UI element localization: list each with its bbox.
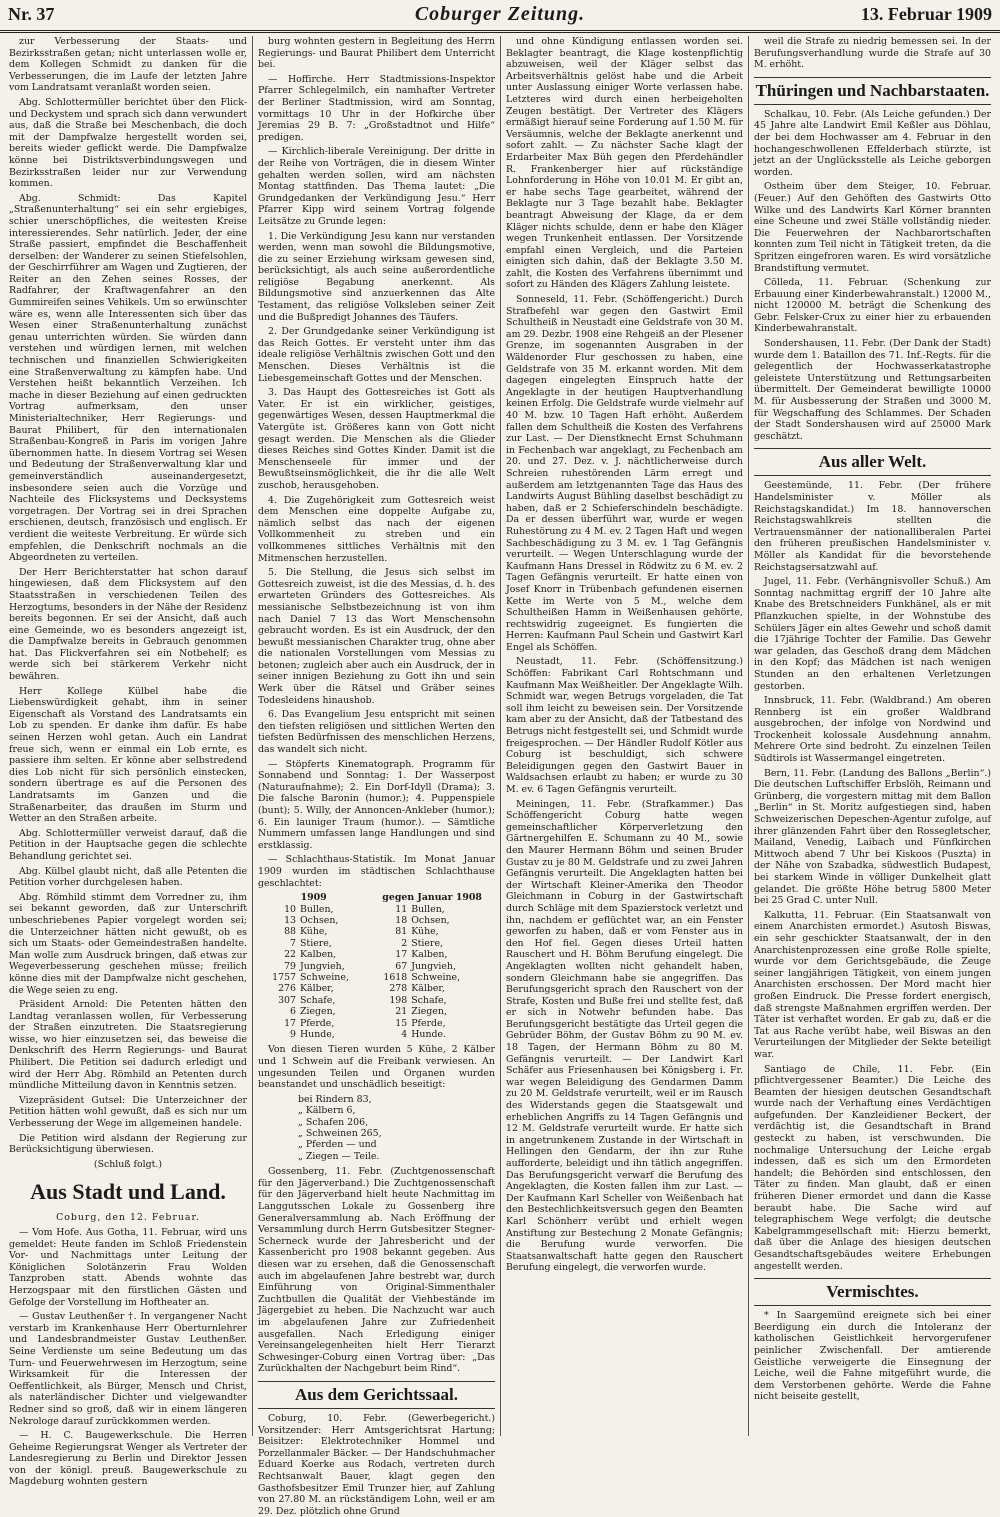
- stats-animal: Schweine,: [300, 972, 349, 983]
- article-paragraph: 6. Das Evangelium Jesu entspricht mit seinen den tiefsten religiösen und sittlichen Werten den tiefsten Bedürfnissen des menschlichen Herzens, das wandelt sich nicht.: [258, 709, 495, 756]
- dateline: Coburg, den 12. Februar.: [56, 1212, 200, 1224]
- stats-animal: Bullen,: [411, 903, 445, 915]
- column-3-text: [506, 36, 743, 1274]
- stats-count: 1757: [272, 972, 296, 983]
- organ-list-item: „ Schweinen 265,: [298, 1128, 382, 1140]
- stats-row: [258, 949, 495, 960]
- news-item: Kalkutta, 11. Februar. (Ein Staatsanwalt von einem Anarchisten ermordet.) Asutosh Biswas, ein sehr geschickter Staatsanwalt, der in den Anarchistenprozessen eine große Rolle spielte, wurde vor dem Gerichtsgebäude, die Zeuge seiner langjährigen Tätigkeit, von einem jungen Anarchisten erschossen. Der Mord macht hier großen Eindruck. Die Presse fordert energisch, daß strengste Maßnahmen ergriffen werden. Der Täter ist verhaftet worden. Er gab zu, daß er die Tat aus Rache verübt habe, weil Biswas an den Verurteilungen der Mitglieder der Sekte beteiligt war.: [754, 909, 991, 1060]
- gossenberg-report: [258, 1166, 495, 1375]
- stats-count: 4: [401, 1029, 408, 1041]
- stats-animal: Kälber,: [300, 983, 334, 995]
- stats-count: 15: [395, 1017, 408, 1029]
- news-item: Cölleda, 11. Februar. (Schenkung zur Erbauung einer Kinderbewahranstalt.) 12000 M., nicht 120000 M. beträgt die Schenkung des Gebr. Felsker-Crux zu einer hier zu erbauenden Kinderbewahranstalt.: [754, 277, 991, 335]
- stats-animal: Jungvieh,: [411, 960, 456, 972]
- article-paragraph: 5. Die Stellung, die Jesus sich selbst im Gottesreich zuweist, ist die des Messias, d. h. des erwarteten Gründers des Gottesreiches. Als messianische Selbstbezeichnung ist von ihm nach Daniel 7 13 das Wort Menschensohn gebraucht worden. Es ist ein Ausdruck, der den bewußt messianischen Charakter trug, ohne aber die nationalen Vorstellungen vom Messias zu betonen; zugleich aber auch ein Ausdruck, der in seiner innigen Beziehung zu Gott ihn und sein Werk über die Rätsel und Gräber seines Todesleidens hinaushob.: [258, 567, 495, 706]
- organ-list-item: „ Ziegen — Teile.: [298, 1150, 380, 1162]
- article-paragraph: Abg. Külbel glaubt nicht, daß alle Petenten die Petition vorher durchgelesen haben.: [9, 865, 247, 889]
- news-item: * In Saargemünd ereignete sich bei einer Beerdigung ein durch die Intoleranz der katholischen Geistlichkeit hervorgerufener peinlicher Zwischenfall. Der amtierende Geistliche verweigerte die Einsegnung der Leiche, weil die Fahne mitgeführt wurde, die dem Verstorbenen gehörte. Werde die Fahne nicht beiseite gestellt,: [754, 1310, 991, 1403]
- miscellany: [754, 1310, 991, 1403]
- article-paragraph: burg wohnten gestern in Begleitung des Herrn Regierungs- und Baurat Philibert dem Unterricht bei.: [258, 36, 495, 71]
- stats-animal: Schweine,: [411, 972, 461, 983]
- article-paragraph: — Hoffirche. Herr Stadtmissions-Inspektor Pfarrer Schlegelmilch, ein namhafter Vertreter der Berliner Stadtmission, wird am Sonntag, vormittags 10 Uhr in der Hofkirche über Jeremias 29 B. 7: „Großstadtnot und Hilfe“ predigen.: [258, 73, 495, 143]
- article-paragraph: — Stöpferts Kinematograph. Programm für Sonnabend und Sonntag: 1. Der Wasserpost (Naturaufnahme); 2. Ein Dorf-Idyll (Drama); 3. Die falsche Baronin (humor.); 4. Puppenspiele (bunt); 5. Willy, der Annoncen-Ankleber (humor.); 6. Ein launiger Traum (humor.). — Sämtliche Nummern umfassen lange Handlungen und sind erstklassig.: [258, 758, 495, 851]
- section-heading-gerichtssaal: Aus dem Gerichtssaal.: [258, 1381, 495, 1409]
- court-item: Sonneseld, 11. Febr. (Schöffengericht.) Durch Strafbefehl war gegen den Gastwirt Emil Schultheiß in Neustadt eine Geldstrafe von 30 M. am 29. Dezbr. 1908 eine Rehgeiß an der Plesener Grenze, im sogenannten Ausgraben in der Wäldenorder Flur geschossen zu haben, eine Geldstrafe von 35 M. erkannt worden. Mit dem dagegen eingelegten Einspruch hatte der Angeklagte in der heutigen Hauptverhandlung keinen Erfolg. Die Geldstrafe wurde vielmehr auf 40 M. bzw. 10 Tagen Haft erhöht. Außerdem fallen dem Schultheiß die Kosten des Verfahrens zur Last. — Der Dienstknecht Ernst Schuhmann in Fechenbach war angeklagt, zu Fechenbach am 20. und 27. Dez. v. J. nächtlicherweise durch Schreien ruhestörenden Lärm erregt und außerdem am letztgenannten Tage das Haus des Landwirts August Bühling daselbst beschädigt zu haben, daß er 2 Schieferschindeln beschädigte. Da er dessen überführt war, wurde er wegen Ruhestörung zu 4 M. ev. 2 Tagen Haft und wegen Sachbeschädigung zu 3 M. ev. 1 Tag Gefängnis verurteilt. — Wegen Unterschlagung wurde der Kaufmann Hans Dressel in Rödwitz zu 6 M. ev. 2 Tagen Gefängnis verurteilt. Er hatte einen von Josef Knorr in Trübenbach gefundenen eisernen Kette im Werte von 5 M., welche dem Schultheißen Hamm in Weißenhausen gehörte, rechtswidrig zugeeignet. Es fungierten die Herren: Kaufmann Paul Schein und Gastwirt Karl Engel als Schöffen.: [506, 294, 743, 653]
- stats-row: [258, 995, 495, 1006]
- stats-row: [258, 915, 495, 926]
- news-item: Bern, 11. Febr. (Landung des Ballons „Berlin“.) Die deutschen Luftschiffer Erbslöh, Reimann und Grünberg, die vorgestern mittag mit dem Ballon „Berlin“ in St. Moritz aufgestiegen sind, haben Schweizerischen Depeschen-Agentur zufolge, auf ihrer glänzenden Fahrt über den Rossegletscher, Mailand, Venedig, Laibach und Fünfkirchen Mittwoch abend 7 Uhr bei Kiskoos (Puszta) in der Nähe von Szabadka, südwestlich Budapest, bei starkem Winde in völliger Dunkelheit glatt gelandet. Die größte Höhe betrug 5800 Meter bei 25 Grad C. unter Null.: [754, 767, 991, 907]
- local-news: [9, 1227, 247, 1488]
- stats-animal: Ziegen,: [300, 1006, 336, 1018]
- court-item: Neustadt, 11. Febr. (Schöffensitzung.) Schöffen: Fabrikant Carl Rohtschmann und Kaufmann Max Weißheitler. Der Angeklagte Wilh. Schmidt war, wegen Betrugs vorgeladen, die Tat soll ihm leicht zu beweisen sein. Der Vorsitzende kam aber zu der Ansicht, daß der Tatbestand des Betrugs nicht festgestellt sei, und Schmidt wurde freigesprochen. — Der Händler Rudolf Kötler aus Coburg ist beschuldigt, sich schwere Beleidigungen gegen den Gastwirt Bauer in Waldsachsen erlaubt zu haben; er wurde zu 30 M. ev. 6 Tagen Gefängnis verurteilt.: [506, 656, 744, 795]
- stats-animal: Kälber,: [411, 983, 445, 995]
- stats-count: 7: [290, 937, 296, 949]
- article-paragraph: weil die Strafe zu niedrig bemessen sei. In der Berufungsverhandlung wurde die Strafe auf 30 M. erhöht.: [754, 36, 991, 71]
- news-item: — H. C. Baugewerkschule. Die Herren Geheime Regierungsrat Wenger als Vertreter der Landesregierung zu Berlin und Direktor Jessen von der königl. preuß. Baugewerkschule zu Magdeburg wohnten gestern: [9, 1430, 247, 1488]
- article-paragraph: Abg. Schlottermüller berichtet über den Flick- und Deckystem und sprach sich dann verwundert aus, daß die Straße bei Meschenbach, die doch mit der Dampfwalze hergestellt worden sei, bereits wieder geflickt werde. Die Dampfwalze könne bei Distriktsverbindungswegen und Bezirksstraßen leider nur zur Verwendung kommen.: [9, 96, 247, 190]
- organ-list-item: „ Kälbern 6,: [298, 1105, 356, 1117]
- column-2-text: [258, 36, 495, 889]
- column-4: [748, 36, 996, 1436]
- stats-count: 10: [284, 903, 296, 915]
- column-2: [252, 36, 500, 1517]
- stats-count: 17: [284, 1017, 296, 1029]
- article-paragraph: 3. Das Haupt des Gottesreiches ist Gott als Vater. Er ist ein wirklicher, geistiges, gegenwärtiges Wesen, dessen Hauptmerkmal die Vatergüte ist. Größeres kann von Gott nicht gesagt werden. Die Menschen als die Glieder dieses Reiches sind Gottes Kinder. Damit ist die Menschenseele für immer und der Bewußtseinsmöglichkeit, die ihr die alle Welt zuschob, herausgehoben.: [258, 387, 495, 491]
- article-paragraph: Vizepräsident Gutsel: Die Unterzeichner der Petition hätten wohl gewußt, daß es sich nur um Verbesserung der Wege im allgemeinen handele.: [9, 1094, 247, 1130]
- column-4-text: [754, 36, 991, 71]
- article-paragraph: Abg. Schlottermüller verweist darauf, daß die Petition in der Hauptsache gegen die schlechte Behandlung gerichtet sei.: [9, 827, 247, 862]
- stats-count: 79: [284, 960, 296, 972]
- news-item: Gossenberg, 11. Febr. (Zuchtgenossenschaft für den Jägerverband.) Die Zuchtgenossenschaft für den Jägerverband hielt heute Nachmittag im Langgutsschen Lokale zu Gossenberg ihre Generalversammlung ab. Nach Eröffnung der Versammlung durch Herrn Gutsbesitzer Stegner-Scherneck wurde der Jahresbericht und der Kassenbericht pro 1908 bekannt gegeben. Aus diesen war zu ersehen, daß die Genossenschaft auch im abgelaufenen Jahre bestrebt war, durch Einführung von Original-Simmenthaler Zuchtbullen die Qualität der Viehbestände im Jägergebiet zu heben. Die Nachzucht war auch im abgelaufenen Jahre zur Zufriedenheit ausgefallen. Nach Erledigung einiger Vereinsangelegenheiten hielt Herr Tierarzt Schwesinger-Coburg einen Vortrag über: „Das Zurückhalten der Nachgeburt beim Rind“.: [258, 1166, 495, 1375]
- stats-count: 13: [284, 914, 296, 926]
- article-paragraph: 1. Die Verkündigung Jesu kann nur verstanden werden, wenn man sowohl die Bildungsmotive, die zu seiner Erziehung wirksam gewesen sind, berücksichtigt, als auch seine außerordentliche religiöse Begabung anerkennt. Als Bildungsmotive sind anzuerkennen das Alte Testament, das religiöse Volksleben seiner Zeit und die Bußpredigt Johannes des Täufers.: [258, 230, 495, 323]
- stats-animal: Kalben,: [411, 949, 448, 961]
- article-paragraph: Präsident Arnold: Die Petenten hätten den Landtag veranlassen wollen, für Verbesserung der Straßen einzutreten. Die Staatsregierung wisse, wo hier einzusetzen sei, das beweise die Denkschrift des Herrn Regierungs- und Baurat Philibert. Die Petition sei dadurch erledigt und wird der Herr Abg. Römhild an Petenten durch mündliche Mitteilung davon in Kenntnis setzen.: [9, 999, 247, 1092]
- stats-row: [258, 983, 495, 994]
- news-item: Santiago de Chile, 11. Febr. (Ein pflichtvergessener Beamter.) Die Leiche des Beamten der hiesigen deutschen Gesandtschaft wurde nach der Verhaftung eines Verdächtigen aufgefunden. Der Kanzleidiener Beckert, der verdächtig ist, die Gesandtschaft in Brand gesteckt zu haben, ist verschwunden. Die nochmalige Untersuchung der Leiche ergab indessen, daß es sich um den Ermordeten handelt; die Behörden sind entschlossen, den Täter zu finden. Man glaubt, daß er einen früheren Diener ermordet und dann die Kasse beraubt habe. Die Sache wird auf telegraphischem Wege verfolgt; die deutsche Kabelgrammgesellschaft mit: Hierzu bemerkt, daß über die Anlage des hiesigen deutschen Gesandtschaftsgebäudes weitere Erhebungen angestellt werden.: [754, 1063, 991, 1272]
- column-1-text: [9, 36, 247, 1156]
- article-paragraph: 2. Der Grundgedanke seiner Verkündigung ist das Reich Gottes. Er versteht unter ihm das ideale religiöse Verhältnis zwischen Gott und den Menschen. Dieses Verhältnis ist die Liebesgemeinschaft Gottes und der Menschen.: [258, 326, 495, 384]
- stats-row: [258, 1029, 495, 1040]
- stats-animal: Pferde,: [411, 1017, 446, 1029]
- stats-count: 198: [389, 994, 408, 1006]
- article-paragraph: Die Petition wird alsdann der Regierung zur Berücksichtigung überwiesen.: [9, 1132, 247, 1156]
- to-be-continued: (Schluß folgt.): [93, 1158, 163, 1170]
- stats-animal: Kühe,: [300, 926, 328, 938]
- section-heading-aus-aller-welt: Aus aller Welt.: [754, 448, 991, 476]
- stats-header-current: 1909: [300, 892, 327, 904]
- stats-count: 88: [284, 926, 296, 938]
- stats-animal: Ochsen,: [300, 914, 339, 926]
- stats-count: 307: [278, 994, 296, 1006]
- columns: [4, 36, 996, 1517]
- issue-date: 13. Februar 1909: [860, 4, 992, 24]
- article-paragraph: Abg. Römhild stimmt dem Vorredner zu, ihm sei bekannt geworden, daß zur Unterschrift unbeschriebenes Papier vorgelegt worden sei; die Unterzeichner hätten nicht gewußt, ob es sich um Staats- oder Gemeindestraßen handelte. Man wolle zum Ausdruck bringen, daß etwas zur Wegeverbesserung geschehen müsse; freilich könne dies mit der Dampfwalze nicht geschehen, die Wege seien zu eng.: [9, 891, 247, 996]
- news-item: Ostheim über dem Steiger, 10. Februar. (Feuer.) Auf den Gehöften des Gastwirts Otto Wilke und des Landwirts Karl Körner brannten eine Scheune und zwei Ställe vollständig nieder. Die Feuerwehren der Nachbarortschaften konnten zum Teil nicht in Tätigkeit treten, da die Spritzen eingefroren waren. Es wird vorsätzliche Brandstiftung vermutet.: [754, 181, 991, 274]
- news-item: — Gustav Leuthenßer †. In vergangener Nacht verstarb im Krankenhause Herr Oberturnlehrer und Landesbrandmeister Gustav Leuthenßer. Seine Verdienste um seine Bedeutung um das Turn- und Feuerwehrwesen im Herzogtum, seine Wirksamkeit für die Interessen der Oeffentlichkeit, als Bürger, Mensch und Christ, als naterländischer Dichter und vielgewandter Redner sind so groß, daß wir in einem längeren Nekrologe darauf zurückkommen werden.: [9, 1311, 247, 1427]
- stats-count: 2: [401, 937, 408, 949]
- stats-count: 67: [395, 960, 408, 972]
- stats-animal: Kühe,: [411, 926, 439, 938]
- stats-animal: Stiere,: [300, 937, 332, 949]
- court-item: Meiningen, 11. Febr. (Strafkammer.) Das Schöffengericht Coburg hatte wegen gemeinschaftlicher Körperverletzung den Gärtnergehilfen E. Schumann zu 40 M., sowie den Maurer Hermann Böhm und seinen Bruder Gustav zu je 80 M. Geldstrafe und zu zwei Jahren Gefängnis verurteilt. Die Angeklagten hatten bei der Wirtschaft Kleiner-Amerika den Theodor Gleichmann in Coburg in der Gastwirtschaft durch Schläge mit dem Spazierstock verletzt und ihn, nachdem er geflüchtet war, an ein Fenster geworfen zu haben, daß er vom Fenster aus in den Hof fiel. Gegen dieses Urteil hatten Rauschert und H. Böhm Berufung eingelegt. Die Angeklagten wollten nicht gehandelt haben, sondern Gleichmann habe sie angegriffen. Das Berufungsgericht sprach den Rauschert von der Strafe, Kosten und Buße frei und stellte fest, daß er sich in Notwehr befunden habe. Das Berufungsgericht bestätigte das Urteil gegen die Gebrüder Böhm, der Gustav Böhm zu 90 M. ev. 18 Tagen, der Hermann Böhm zu 80 M. Gefängnis verurteilt. — Der Landwirt Karl Schäfer aus Friesenhausen bei Königsberg i. Fr. war wegen Beleidigung des Gendarmen Damm zu 20 M. Geldstrafe verurteilt, weil er im Rausch des Widerstands gegen die Staatsgewalt und erheblichen Angriffs zu 14 Tagen Gefängnis und 12 M. Geldstrafe verurteilt wurde. Er hatte sich in angetrunkenem Zustande in der Wirtschaft in Hellingen den Gendarm, der ihn zur Ruhe aufforderte, beleidigt und ihn tätlich angegriffen. Das Berufungsgericht verwarf die Berufung des Angeklagten, die Kosten fallen ihm zur Last. — Der Kaufmann Karl Scheller von Weißenbach hat den Bestechlichkeitsversuch gegen den Beamten Karl Schönherr verübt und erhielt wegen Anstiftung zur Bestechung 2 Monate Gefängnis; die Berufung wurde verworfen. Die Staatsanwaltschaft hatte gegen den Rauschert Berufung eingelegt, die verworfen wurde.: [506, 798, 743, 1274]
- organ-list: [298, 1094, 495, 1162]
- stats-count: 276: [278, 983, 296, 995]
- slaughterhouse-stats-table: [258, 892, 495, 1040]
- stats-animal: Hunde,: [300, 1029, 335, 1041]
- stats-row: [258, 961, 495, 972]
- world-news: [754, 480, 991, 1272]
- column-3: [500, 36, 748, 1436]
- section-heading-thueringen: Thüringen und Nachbarstaaten.: [754, 77, 991, 105]
- court-item: und ohne Kündigung entlassen worden sei. Beklagter beantragt, die Klage kostenpflichtig abzuweisen, weil der Kläger selbst das Arbeitsverhältnis gelöst habe und die Arbeit unter Auslassung einiger Worte verlassen habe. Letzteres wird durch einen herbeigeholten Zeugen bestätigt. Der Vertreter des Klägers ermäßigt hierauf seine Forderung auf 1.50 M. für Versäumnis, welche der Beklagte anerkennt und sofort zahlt. — Zu nächster Sache klagt der Erdarbeiter Max Büh gegen den Pferdehändler R. Frankenberger hier auf rückständige Lohnforderung in Höhe von 10.01 M. Er gibt an, er habe sechs Tage gearbeitet, während der Beklagte nur 3 Tage bezahlt habe. Beklagter beantragt Abweisung der Klage, da er dem Kläger nichts schulde, denn er habe den Kläger wegen Trunkenheit entlassen. Der Vorsitzende empfahl einen Vergleich, und die Parteien einigten sich dahin, daß der Beklagte 3.50 M. zahlt, die Kosten des Verfahrens übernimmt und sofort zu Händen des Klägers Zahlung leistete.: [506, 36, 743, 291]
- stats-animal: Stiere,: [411, 937, 443, 949]
- news-item: Innsbruck, 11. Febr. (Waldbrand.) Am oberen Rennberg ist ein großer Waldbrand ausgebrochen, der infolge von Nordwind und Trockenheit kolossale Ausdehnung annahm. Mehrere Orte sind bedroht. Zu einzelnen Teilen Südtirols ist Wassermangel eingetreten.: [754, 695, 991, 765]
- stats-animal: Pferde,: [300, 1017, 335, 1029]
- stats-row: [258, 938, 495, 949]
- organ-list-item: „ Schafen 206,: [298, 1116, 369, 1128]
- stats-count: 22: [284, 949, 296, 961]
- article-paragraph: — Kirchlich-liberale Vereinigung. Der dritte in der Reihe von Vorträgen, die in diesem Winter gehalten werden sollen, wird am nächsten Montag stattfinden. Das Thema lautet: „Die Grundgedanken der Verkündigung Jesu.“ Herr Pfarrer Kipp wird seinem Vortrag folgende Leitsätze zu Grunde legen:: [258, 146, 495, 227]
- stats-animal: Jungvieh,: [300, 960, 345, 972]
- stats-count: 11: [395, 903, 408, 915]
- stats-count: 17: [395, 949, 408, 961]
- regional-news: [754, 109, 991, 443]
- issue-number: Nr. 37: [8, 4, 55, 24]
- stats-row: [258, 904, 495, 915]
- article-paragraph: Herr Kollege Külbel habe die Liebenswürdigkeit gehabt, ihm in seiner Eigenschaft als Vorstand des Landratsamts ein Lob zu spenden. Er danke ihm dafür. Es habe seinen Herzen wohl getan. Auch ein Landrat freue sich, wenn er einmal ein Lob ernte, es passiere ihm selten. Er könne aber selbstredend dies Lob nicht für sich persönlich einstecken, sondern übertrage es auf die Personen des Landratsamts im Ganzen und die Straßenarbeiter, das draußen im Sturm und Wetter an den Straßen arbeite.: [9, 685, 247, 825]
- news-item: Schalkau, 10. Febr. (Als Leiche gefunden.) Der 45 Jahre alte Landwirt Emil Keßler aus Döhlau, der bei dem Hochwasser am 4. Februar in den hochangeschwollenen Effelderbach stürzte, ist jetzt an der Unglücksstelle als Leiche geborgen worden.: [754, 108, 991, 178]
- organ-list-item: bei Rindern 83,: [298, 1093, 372, 1105]
- news-item: — Vom Hofe. Aus Gotha, 11. Februar, wird uns gemeldet: Heute fanden im Schloß Friedenstein Vor- und Nachmittags unter Leitung der Königlichen Solotänzerin Frau Wolden Tanzproben statt. Abends wohnte das Herzogspaar mit den fürstlichen Gästen und Gefolge der Vorstellung im Hoftheater an.: [9, 1227, 247, 1308]
- news-item: Sondershausen, 11. Febr. (Der Dank der Stadt) wurde dem 1. Bataillon des 71. Inf.-Regts. für die gelegentlich der Hochwasserkatastrophe geleistete Unterstützung und Rettungsarbeiten übermittelt. Der Gemeinderat bewilligte 10000 M. für Ausbesserung der Straßen und 3000 M. für Wegschaffung des Schlammes. Der Schaden der Stadt Sondershausen wird auf 25000 Mark geschätzt.: [754, 338, 991, 442]
- stats-note: Von diesen Tieren wurden 5 Kühe, 2 Kälber und 1 Schwein auf die Freibank verwiesen. An ungesunden Teilen und Organen wurden beanstandet und unschädlich beseitigt:: [258, 1044, 495, 1091]
- column-1: [4, 36, 252, 1488]
- stats-count: 21: [395, 1006, 408, 1018]
- stats-animal: Hunde.: [411, 1029, 447, 1041]
- stats-row: [258, 972, 495, 983]
- organ-list-item: „ Pferden — und: [298, 1139, 377, 1151]
- article-paragraph: zur Verbesserung der Staats- und Bezirksstraßen getan; nicht unterlassen wolle er, dem Kollegen Schmidt zu danken für die Verbesserungen, die im Laufe der letzten Jahre vom Landratsamt veranlaßt worden seien.: [9, 36, 247, 94]
- stats-count: 18: [395, 914, 408, 926]
- stats-count: 6: [290, 1006, 296, 1018]
- stats-count: 9: [290, 1029, 296, 1041]
- news-item: Jugel, 11. Febr. (Verhängnisvoller Schuß.) Am Sonntag nachmittag ergriff der 10 Jahre alte Knabe des Bretschneiders Funkhänel, als er mit Pflanzkuchen spielte, in der Wohnstube des Schülers Jäger ein altes Gewehr und schoß damit die 17jährige Tochter der Familie. Das Gewehr war geladen, das Geschoß drang dem Mädchen in den Kopf; das Mädchen ist nach wenigen Stunden an den erhaltenen Verletzungen gestorben.: [754, 576, 991, 692]
- stats-animal: Schafe,: [300, 994, 336, 1006]
- section-heading-vermischtes: Vermischtes.: [754, 1278, 991, 1306]
- stats-animal: Kalben,: [300, 949, 337, 961]
- stats-animal: Bullen,: [300, 903, 334, 915]
- stats-row: [258, 1018, 495, 1029]
- stats-header-previous: gegen Januar 1908: [382, 892, 482, 904]
- article-paragraph: Abg. Schmidt: Das Kapitel „Straßenunterhaltung“ sei ein sehr ergiebiges, schier unerschöpfliches, die weitesten Kreise interessierendes. Sehr natürlich. Jeder, der eine Straße passiert, empfindet die Beschaffenheit derselben: der Wanderer zu seinen Stiefelsohlen, der Geschirrführer am Wagen und Zugtieren, der Reiter an den Zehen seines Rosses, der Radfahrer, der Kraftwagenfahrer an den Gummireifen seines Vehikels. Um so erwünschter wäre es, wenn alle Interessenten sich über das Wesen einer Straßenunterhaltung zunächst genau unterrichten würden. Sie würden dann verstehen und würdigen lernen, mit welchen technischen und finanziellen Schwierigkeiten eine Straßenverwaltung zu kämpfen habe. Und Verstehen heißt bekanntlich Verzeihen. Ich mache in dieser Beziehung auf einen gedruckten Vortrag aufmerksam, den unser Ministerialtechniker, Herr Regierungs- und Baurat Philibert, für den internationalen Straßenbau-Kongreß in Paris im vorigen Jahre übernommen hatte. In diesem Vortrag sei Wesen und Bedeutung der Straßenverwaltung klar und gemeinverständlich auseinandergesetzt, insbesondere seien auch die Vorzüge und Nachteile des Flicksystems und Decksystems vorgetragen. Der Vortrag sei in drei Sprachen erschienen, deutsch, französisch und englisch. Er verdient die weiteste Verbreitung. Er würde sich empfehlen, die Denkschrift nochmals an die Abgeordneten zu verteilen.: [9, 192, 247, 564]
- masthead: [0, 0, 1000, 33]
- news-item: Geestemünde, 11. Febr. (Der frühere Handelsminister v. Möller als Reichstagskandidat.) Im 18. hannoverschen Reichstagswahlkreis stellten die Vertrauensmänner der nationalliberalen Partei den früheren preußischen Handelsminister v. Möller als Kandidat für die bevorstehende Reichstagsersatzwahl auf.: [754, 480, 991, 573]
- section-heading-stadt-und-land: Aus Stadt und Land.: [30, 1179, 226, 1205]
- stats-row: [258, 926, 495, 937]
- stats-count: 81: [395, 926, 408, 938]
- court-item: Coburg, 10. Febr. (Gewerbegericht.) Vorsitzender: Herr Amtsgerichtsrat Hartung; Beisitzer: Elektrotechniker Hommel und Porzellanmaler Bäcker. — Der Handschuhmacher Eduard Koerke aus Rodach, vertreten durch Rechtsanwalt Bauer, klagt gegen den Gasthofsbesitzer Emil Trunzer hier, auf Zahlung von 27.80 M. an rückständigem Lohn, weil er am 29. Dez. plötzlich ohne Grund: [258, 1412, 495, 1517]
- stats-animal: Schafe,: [411, 994, 447, 1006]
- article-paragraph: — Schlachthaus-Statistik. Im Monat Januar 1909 wurden im städtischen Schlachthause geschlachtet:: [258, 854, 495, 889]
- stats-count: 1618: [383, 972, 408, 983]
- stats-count: 278: [389, 983, 408, 995]
- court-report: [258, 1413, 495, 1517]
- stats-animal: Ochsen,: [411, 914, 450, 926]
- article-paragraph: 4. Die Zugehörigkeit zum Gottesreich weist dem Menschen eine doppelte Aufgabe zu, nämlich selbst das nach der eigenen Vollkommenheit zu streben und ein vollkommenes sittliches Verhältnis mit den Mitmenschen herzustellen.: [258, 494, 495, 564]
- stats-row: [258, 1006, 495, 1017]
- article-paragraph: Der Herr Berichterstatter hat schon darauf hingewiesen, daß dem Flicksystem auf den Staatsstraßen in verschiedenen Teilen des Herzogtums, besonders in der Nähe der Residenz bereits begonnen. Er sei der Ansicht, daß auch eine Gemeinde, wo es besonders angezeigt ist, die Dampfwalze bereits in Gebrauch genommen hat. Das Flickverfahren sei ein Notbehelf; es werde sich bei stärkerem Verkehr nicht bewähren.: [9, 566, 247, 683]
- newspaper-title: Coburger Zeitung.: [414, 3, 586, 25]
- stats-animal: Ziegen,: [411, 1006, 447, 1018]
